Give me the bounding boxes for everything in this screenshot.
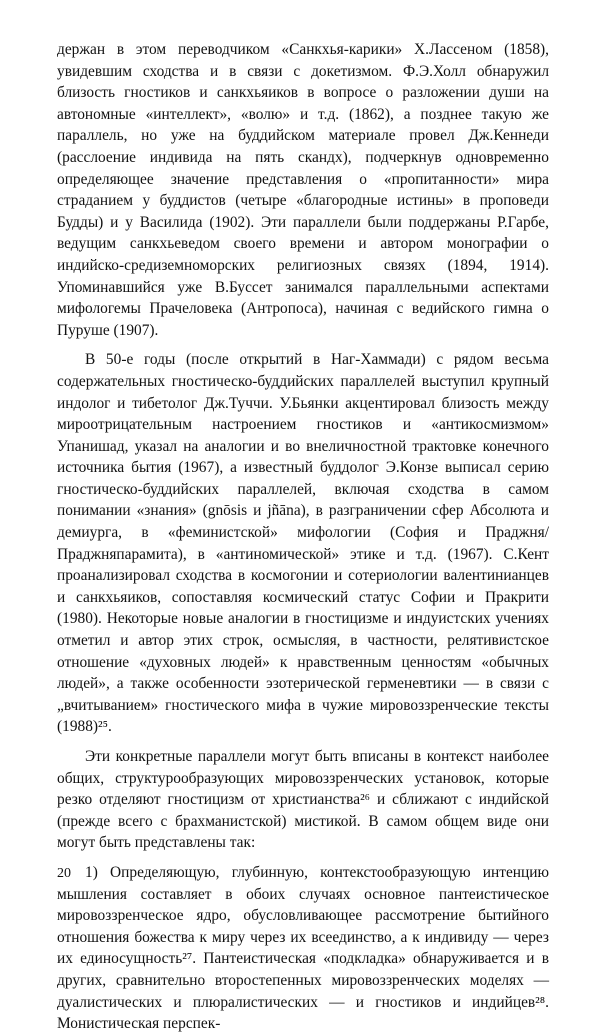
paragraph-continuation: держан в этом переводчиком «Санкхья-карики» Х.Лассеном (1858), увидевшим сходства и в связи с докетизмом. Ф.Э.Холл обнаружил близость гностиков и санкхьяиков в вопросе о разложении души на автономные «интеллект», «волю» и т.д. (1862), а позднее такую же параллель, но уже на буддийском материале провел Дж.Кеннеди (расслоение индивида на пять скандх), подчеркнув одновременно определяющее значение представления о «пропитанности» мира страданием у буддистов (четыре «благородные истины» в проповеди Будды) и у Василида (1902). Эти параллели были поддержаны Р.Гарбе, ведущим санкхьеведом своего времени и автором монографии о индийско-средиземноморских религиозных связях (1894, 1914). Упоминавшийся уже В.Буссет занимался параллельными аспектами мифологемы Прачеловека (Антропоса), начиная с ведийского гимна о Пуруше (1907). — [57, 41, 549, 339]
paragraph-fifties-parallels: В 50-е годы (после открытий в Наг-Хаммади) с рядом весьма содержательных гностическо-буддийских параллелей выступил крупный индолог и тибетолог Дж.Туччи. У.Бьянки акцентировал близость между мироотрицательным настроением гностиков и «антикосмизмом» Упанишад, указал на аналогии и во внеличностной трактовке конечного источника бытия (1967), а известный буддолог Э.Конзе выписал серию гностическо-буддийских параллелей, включая сходства в самом понимании «знания» (gnōsis и jñāna), в разграничении сфер Абсолюта и демиурга, в «феминистской» мифологии (София и Праджня/Праджняпарамита), в «антиномической» этике и т.д. (1967). С.Кент проанализировал сходства в космогонии и сотериологии валентинианцев и санкхьяиков, сопоставляя космический статус Софии и Пракрити (1980). Некоторые новые аналогии в гностицизме и индуистских учениях отметил и автор этих строк, осмысляя, в частности, релятивистское отношение «духовных людей» к нравственным ценностям «обычных людей», а также особенности эзотерической герменевтики — в связи с „вчитыванием» гностического мифа в чужие мировоззренческие тексты (1988)²⁵. — [57, 351, 549, 736]
paragraph-pantheistic-core: 1) Определяющую, глубинную, контекстообразующую интенцию мышления составляет в обоих случаях основное пантеистическое мировоззренческое ядро, обусловливающее рассмотрение бытийного отношения божества к миру через их всеединство, а к индивиду — через их единосущность²⁷. Пантеистическая «подкладка» обнаруживается и в других, сравнительно второстепенных мировоззренческих моделях — дуалистических и плюралистических — и гностиков и индийцев²⁸. Монистическая перспек- — [57, 863, 549, 1033]
page-number: 20 — [57, 866, 71, 881]
paragraph-general-context: Эти конкретные параллели могут быть вписаны в контекст наиболее общих, структурообразующих мировоззренческих установок, которые резко отделяют гностицизм от христианства²⁶ и сближают с индийской (прежде всего с брахманистской) мистикой. В самом общем виде они могут быть представлены так: — [57, 748, 549, 852]
body-text — [57, 39, 549, 1035]
